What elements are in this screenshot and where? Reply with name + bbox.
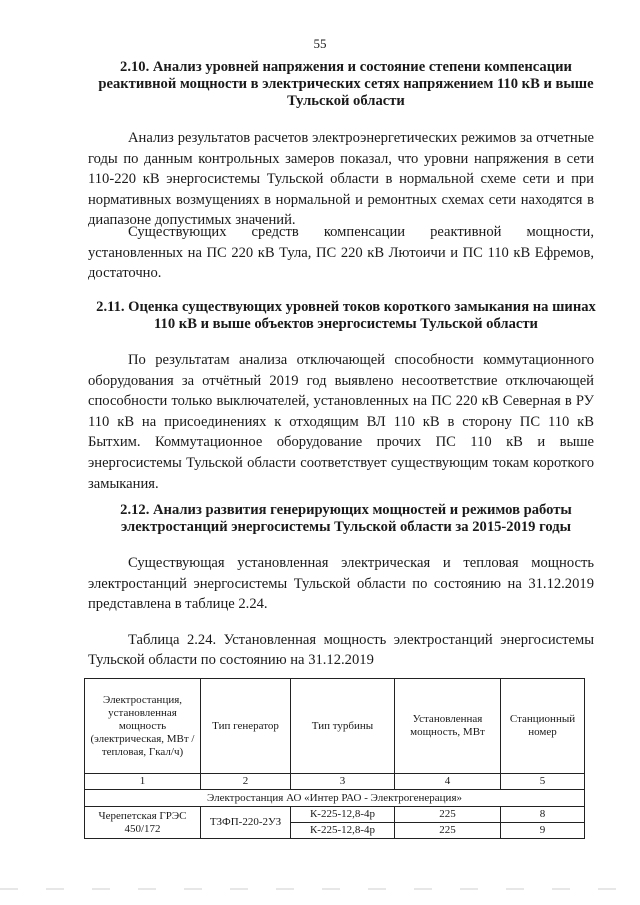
paragraph-capacity-intro: Существующая установленная электрическая и тепловая мощность электростанций энергосистемы Тульской области по состоянию на 31.12.2019 представлена в таблице 2.24. bbox=[88, 555, 594, 613]
section-heading-2-12: 2.12. Анализ развития генерирующих мощностей и режимов работы электростанций энергосистемы Тульской области за 2015-2019 годы bbox=[120, 502, 572, 535]
station-number-cell: 8 bbox=[501, 807, 585, 823]
header-station-number: Станционный номер bbox=[501, 679, 585, 774]
column-number: 5 bbox=[501, 774, 585, 790]
column-number: 2 bbox=[201, 774, 291, 790]
page-number: 55 bbox=[313, 36, 327, 51]
header-turbine-type: Тип турбины bbox=[291, 679, 395, 774]
table-group-row bbox=[85, 790, 585, 807]
column-number: 4 bbox=[395, 774, 501, 790]
paragraph-compensation: Существующих средств компенсации реактивной мощности, установленных на ПС 220 кВ Тула, ПС 220 кВ Лютоичи и ПС 110 кВ Ефремов, достаточно. bbox=[88, 224, 594, 282]
section-heading-2-10: 2.10. Анализ уровней напряжения и состояние степени компенсации реактивной мощности в электрических сетях напряжением 110 кВ и выше Тульской области bbox=[98, 59, 594, 109]
group-label: Электростанция АО «Интер РАО - Электрогенерация» bbox=[85, 790, 585, 807]
turbine-cell: К-225-12,8-4р bbox=[291, 807, 395, 823]
header-installed-capacity: Установленная мощность, МВт bbox=[395, 679, 501, 774]
paragraph-voltage-analysis: Анализ результатов расчетов электроэнергетических режимов за отчетные годы по данным контрольных замеров показал, что уровни напряжения в сети 110-220 кВ энергосистемы Тульской области в нормальной схеме сети и при нормативных возмущениях в нормальной и ремонтных схемах сети находятся в диапазоне допустимых значений. bbox=[88, 130, 594, 229]
capacity-table bbox=[84, 678, 585, 839]
capacity-cell: 225 bbox=[395, 807, 501, 823]
table-header-row bbox=[85, 679, 585, 774]
capacity-cell: 225 bbox=[395, 823, 501, 839]
header-generator-type: Тип генератор bbox=[201, 679, 291, 774]
turbine-cell: К-225-12,8-4р bbox=[291, 823, 395, 839]
table-row bbox=[85, 807, 585, 823]
table-caption: Таблица 2.24. Установленная мощность электростанций энергосистемы Тульской области по состоянию на 31.12.2019 bbox=[88, 632, 594, 668]
section-heading-2-11: 2.11. Оценка существующих уровней токов короткого замыкания на шинах 110 кВ и выше объектов энергосистемы Тульской области bbox=[96, 299, 596, 332]
generator-type-cell: ТЗФП-220-2УЗ bbox=[201, 807, 291, 839]
column-number: 3 bbox=[291, 774, 395, 790]
paragraph-short-circuit: По результатам анализа отключающей способности коммутационного оборудования за отчётный 2019 год выявлено несоответствие отключающей способности только выключателей, установленных на ПС 220 кВ Северная в РУ 110 кВ на присоединениях к отходящим ВЛ 110 кВ в сторону ПС 110 кВ Бытхим. Коммутационное оборудование прочих ПС 110 кВ и выше энергосистемы Тульской области соответствует существующим токам короткого замыкания. bbox=[88, 352, 594, 492]
station-name-cell: Черепетская ГРЭС 450/172 bbox=[85, 807, 201, 839]
header-station: Электростанция, установленная мощность (электрическая, МВт / тепловая, Гкал/ч) bbox=[85, 679, 201, 774]
station-number-cell: 9 bbox=[501, 823, 585, 839]
scan-artifact-line bbox=[0, 888, 640, 890]
column-number: 1 bbox=[85, 774, 201, 790]
table-column-numbers-row bbox=[85, 774, 585, 790]
